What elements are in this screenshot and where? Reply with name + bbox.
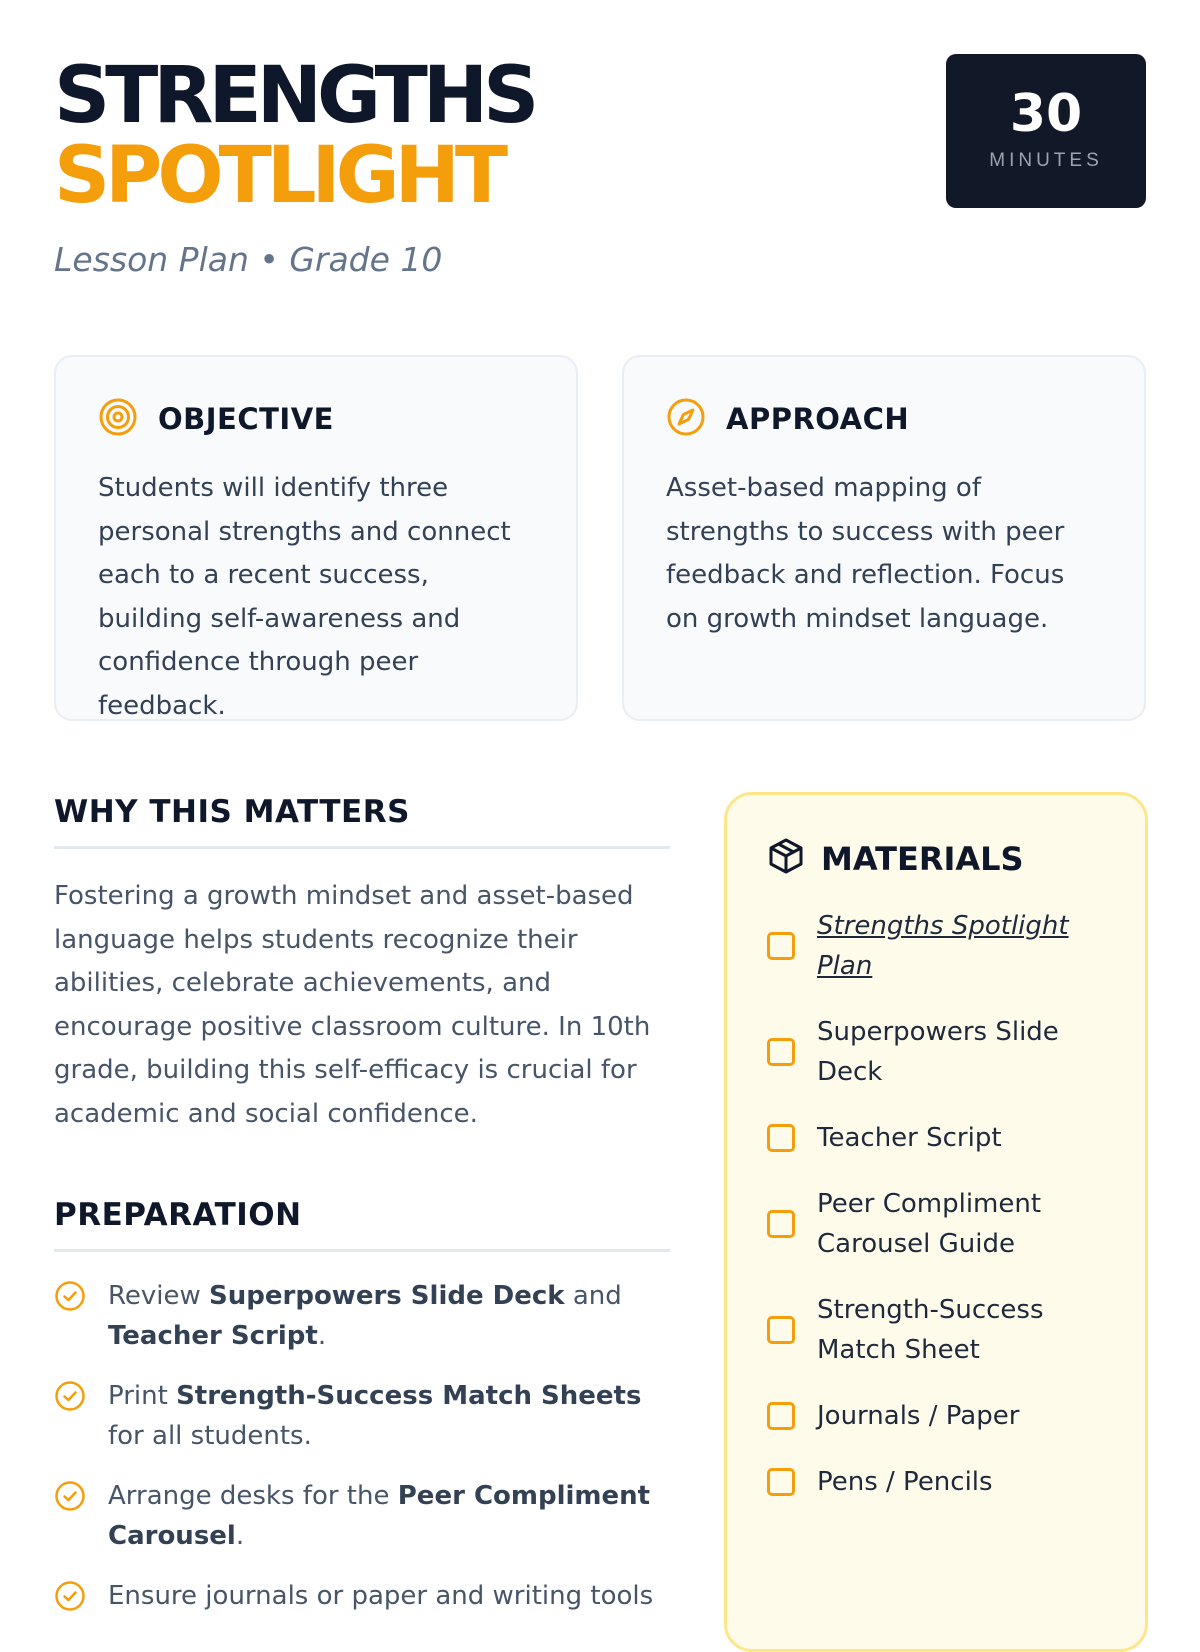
prep-bold: Teacher Script <box>108 1321 318 1351</box>
objective-title: OBJECTIVE <box>158 402 334 436</box>
approach-card <box>622 355 1146 721</box>
preparation-list <box>54 1276 670 1624</box>
target-icon <box>98 397 138 442</box>
material-checkbox[interactable] <box>767 932 795 960</box>
list-item <box>767 1118 1105 1158</box>
material-label: Superpowers Slide Deck <box>817 1017 1059 1087</box>
material-label: Pens / Pencils <box>817 1467 993 1497</box>
why-body: Fostering a growth mindset and asset-based language helps students recognize their abilities, celebrate achievements, and encourage positive classroom culture. In 10th grade, building this self-efficacy is crucial for academic and social confidence. <box>54 881 651 1129</box>
prep-text: Arrange desks for the <box>108 1481 398 1511</box>
why-section <box>54 794 670 1136</box>
prep-text: for all students. <box>108 1421 312 1451</box>
materials-panel <box>724 792 1148 1652</box>
material-link[interactable]: Strengths Spotlight Plan <box>817 911 1069 981</box>
list-item <box>54 1476 670 1556</box>
list-item <box>767 1290 1105 1370</box>
page-title-line1: STRENGTHS <box>54 51 535 141</box>
check-circle-icon <box>54 1376 86 1456</box>
approach-body: Asset-based mapping of strengths to success with peer feedback and reflection. Focus on growth mindset language. <box>666 473 1065 634</box>
prep-text: . <box>235 1521 245 1551</box>
page-header <box>54 51 1146 279</box>
material-checkbox[interactable] <box>767 1316 795 1344</box>
prep-text: and <box>564 1281 622 1311</box>
material-label: Peer Compliment Carousel Guide <box>817 1189 1042 1259</box>
list-item <box>767 1012 1105 1092</box>
list-item <box>54 1576 670 1624</box>
why-title: WHY THIS MATTERS <box>54 794 670 849</box>
prep-text: Print <box>108 1381 177 1411</box>
duration-value: 30 <box>1009 84 1083 144</box>
list-item <box>54 1276 670 1356</box>
page-title-line2: SPOTLIGHT <box>54 131 504 221</box>
objective-card <box>54 355 578 721</box>
material-label: Strength-Success Match Sheet <box>817 1295 1044 1365</box>
duration-badge <box>946 54 1146 208</box>
material-checkbox[interactable] <box>767 1210 795 1238</box>
approach-title: APPROACH <box>726 402 910 436</box>
material-checkbox[interactable] <box>767 1402 795 1430</box>
check-circle-icon <box>54 1276 86 1356</box>
preparation-section <box>54 1197 670 1644</box>
check-circle-icon <box>54 1476 86 1556</box>
prep-bold: Strength-Success Match Sheets <box>176 1381 642 1411</box>
material-label: Journals / Paper <box>817 1401 1020 1431</box>
prep-text: Ensure journals or paper and writing tools <box>108 1581 654 1611</box>
package-icon <box>767 837 805 880</box>
material-checkbox[interactable] <box>767 1038 795 1066</box>
prep-text: . <box>317 1321 327 1351</box>
prep-bold: Superpowers Slide Deck <box>209 1281 565 1311</box>
list-item <box>767 1184 1105 1264</box>
list-item <box>767 1462 1105 1502</box>
check-circle-icon <box>54 1576 86 1624</box>
preparation-title: PREPARATION <box>54 1197 670 1252</box>
materials-list <box>767 906 1105 1502</box>
material-checkbox[interactable] <box>767 1468 795 1496</box>
compass-icon <box>666 397 706 442</box>
list-item <box>767 1396 1105 1436</box>
prep-bold: Peer Compliment Carousel <box>108 1481 651 1551</box>
list-item <box>767 906 1105 986</box>
list-item <box>54 1376 670 1456</box>
materials-title: MATERIALS <box>821 839 1024 878</box>
page-subtitle: Lesson Plan • Grade 10 <box>54 240 443 279</box>
material-checkbox[interactable] <box>767 1124 795 1152</box>
objective-body: Students will identify three personal strengths and connect each to a recent success, building self-awareness and confidence through peer feedback. <box>98 473 511 721</box>
duration-unit: MINUTES <box>989 150 1103 171</box>
prep-text: Review <box>108 1281 210 1311</box>
material-label: Teacher Script <box>817 1123 1002 1153</box>
